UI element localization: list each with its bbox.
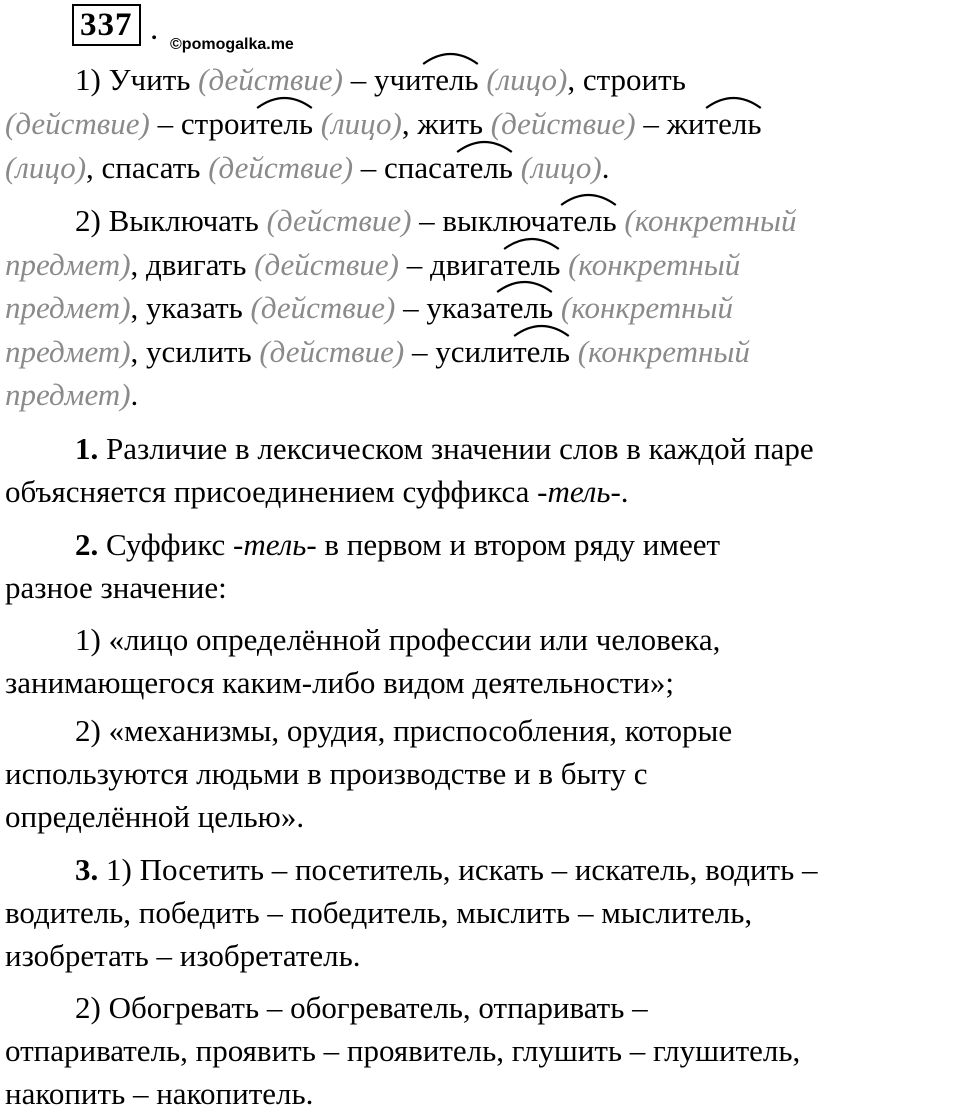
point3-line-5: отпариватель, проявить – проявитель, глушить – глушитель, [5, 1033, 801, 1068]
point2-meaning2-c: определённой целью». [5, 799, 305, 834]
gloss: (конкретный [577, 334, 750, 369]
text: , двигать [130, 247, 255, 282]
suffix-arc-icon [705, 92, 762, 110]
gloss: (лицо) [486, 62, 568, 97]
text: 1) Учить [75, 62, 199, 97]
s2-line-3 [5, 290, 733, 326]
s2-line-1 [75, 203, 797, 239]
gloss: предмет) [5, 334, 131, 369]
watermark: ©pomogalka.me [170, 36, 294, 53]
gloss: (конкретный [560, 290, 734, 325]
gloss: (действие) [208, 150, 354, 185]
exercise-number: 337 [72, 4, 141, 46]
suffix-text: -тель- [537, 474, 621, 509]
point1-line-2 [5, 474, 629, 510]
text: , усилить [130, 334, 260, 369]
text: . [601, 150, 610, 185]
text: , строить [567, 62, 686, 97]
text: – строи [149, 106, 257, 141]
point3-line-2: водитель, победить – победитель, мыслить – мыслитель, [5, 895, 753, 930]
gloss: (конкретный [568, 247, 741, 282]
suffix-arc-icon [496, 276, 553, 294]
suffix-mark: тель [503, 247, 560, 283]
text: – усили [404, 334, 514, 369]
gloss: предмет) [5, 377, 131, 412]
text: в первом и втором ряду имеет [316, 527, 721, 562]
point-number: 2. [75, 527, 99, 562]
point3-line-6: накопить – накопитель. [5, 1076, 314, 1111]
point2-meaning1-a: 1) «лицо определённой профессии или человека, [75, 622, 721, 657]
gloss: (лицо) [520, 150, 602, 185]
gloss: (действие) [250, 290, 396, 325]
point-number: 1. [75, 431, 99, 466]
suffix-mark: тель [456, 150, 513, 186]
suffix-arc-icon [456, 136, 513, 154]
gloss: (лицо) [320, 106, 402, 141]
gloss: (действие) [5, 106, 150, 141]
gloss: предмет) [5, 290, 131, 325]
suffix-mark: тель [496, 290, 553, 326]
point3-line-4: 2) Обогревать – обогреватель, отпаривать – [75, 990, 648, 1025]
gloss: (действие) [266, 203, 412, 238]
text: Различие в лексическом значении слов в каждой паре [98, 431, 814, 466]
suffix-mark: тель [513, 334, 570, 370]
gloss: (действие) [490, 106, 636, 141]
point2-line-2 [5, 570, 227, 606]
text: разное значение: [5, 570, 227, 605]
s2-line-2 [5, 247, 740, 283]
gloss: (действие) [198, 62, 343, 97]
suffix-text: -тель- [233, 527, 317, 562]
text: объясняется присоединением суффикса [5, 474, 538, 509]
text: – жи [635, 106, 705, 141]
text: – выключа [411, 203, 560, 238]
s1-line-3 [5, 150, 610, 186]
gloss: (конкретный [624, 203, 797, 238]
suffix-arc-icon [513, 320, 570, 338]
text: 2) Выключать [75, 203, 267, 238]
s2-line-5 [5, 377, 138, 413]
point-number: 3. [75, 852, 99, 887]
text: , спасать [86, 150, 209, 185]
point2-meaning1-b: занимающегося каким-либо видом деятельности»; [5, 665, 674, 700]
gloss: (лицо) [5, 150, 87, 185]
text: – указа [395, 290, 497, 325]
suffix-mark: тель [422, 62, 479, 98]
suffix-arc-icon [422, 48, 479, 66]
text: . [130, 377, 139, 412]
gloss: предмет) [5, 247, 131, 282]
suffix-arc-icon [560, 189, 617, 207]
text: – спаса [353, 150, 457, 185]
suffix-mark: тель [256, 106, 313, 142]
point2-line-1 [75, 527, 720, 563]
gloss: (действие) [254, 247, 399, 282]
s1-line-2 [5, 106, 762, 142]
suffix-mark: тель [705, 106, 762, 142]
gloss: (действие) [259, 334, 405, 369]
text: . [620, 474, 629, 509]
suffix-arc-icon [503, 233, 560, 251]
s2-line-4 [5, 334, 750, 370]
text: – учи [342, 62, 422, 97]
point2-meaning2-b: используются людьми в производстве и в быту с [5, 756, 648, 791]
text: 1) Посетить – посетитель, искать – искатель, водить – [98, 852, 818, 887]
point3-line-1 [75, 852, 818, 888]
exercise-number-dot: . [150, 11, 159, 47]
text: Суффикс [98, 527, 234, 562]
text: , жить [401, 106, 491, 141]
text: , указать [130, 290, 251, 325]
point1-line-1 [75, 431, 814, 467]
suffix-arc-icon [256, 92, 313, 110]
s1-line-1 [75, 62, 686, 98]
text: – двига [398, 247, 504, 282]
point3-line-3: изобретать – изобретатель. [5, 938, 361, 973]
point2-meaning2-a: 2) «механизмы, орудия, приспособления, которые [75, 713, 733, 748]
suffix-mark: тель [560, 203, 617, 239]
